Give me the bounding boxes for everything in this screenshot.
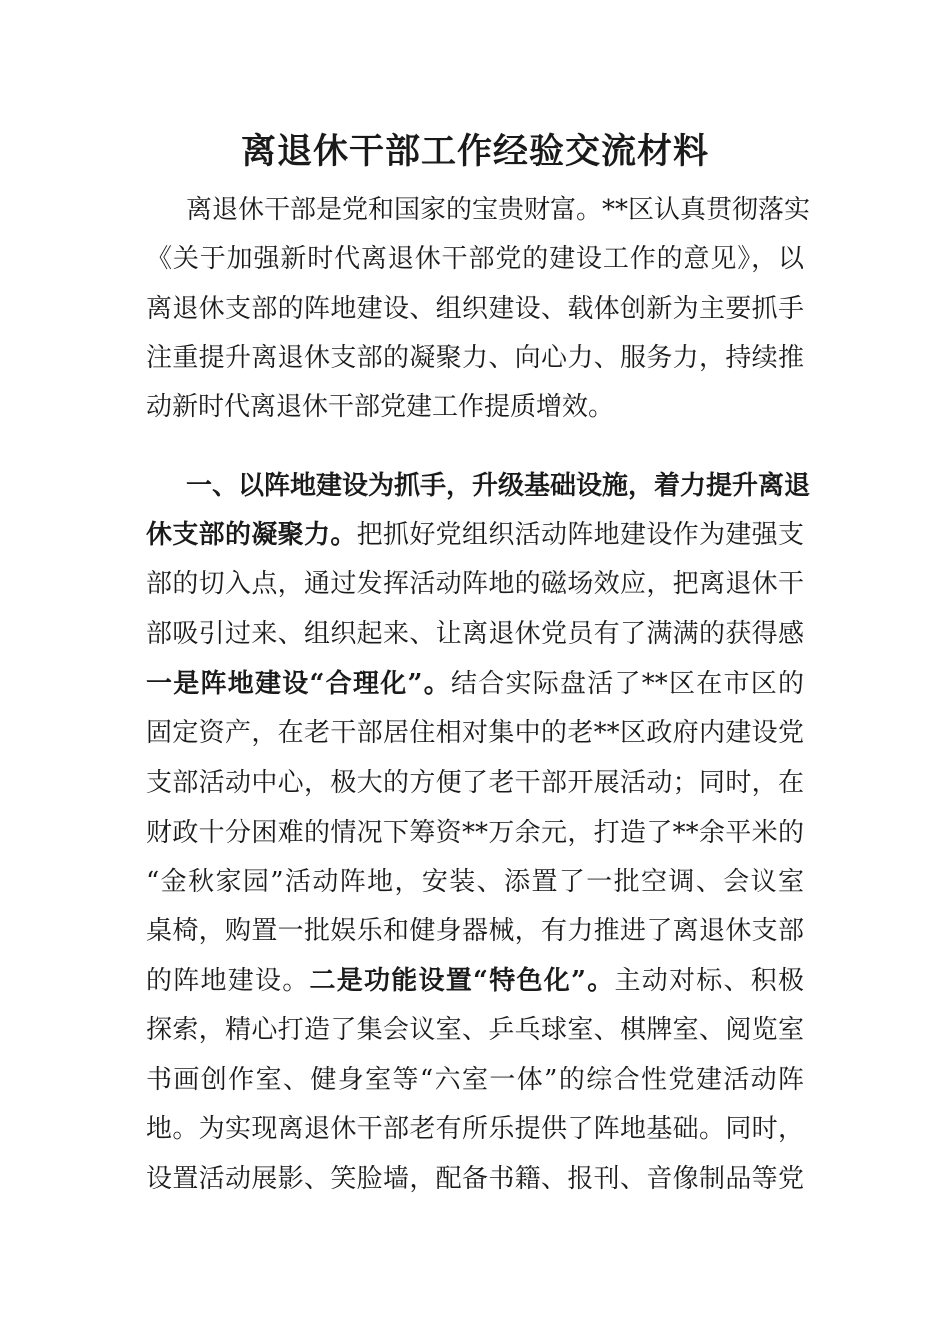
section-one-line-3: 部的切入点，通过发挥活动阵地的磁场效应，把离退休干: [146, 569, 804, 599]
section-one-line-2-text: 把抓好党组织活动阵地建设作为建强支: [356, 520, 804, 550]
intro-line-2: 《关于加强新时代离退休干部党的建设工作的意见》，以: [146, 244, 804, 274]
section-one-line-15: 设置活动展影、笑脸墙，配备书籍、报刊、音像制品等党: [146, 1164, 804, 1194]
section-one-line-5-text: 结合实际盘活了**区在市区的: [450, 669, 804, 699]
section-one-line-14: 地。为实现离退休干部老有所乐提供了阵地基础。同时，: [146, 1114, 804, 1144]
intro-line-1: 离退休干部是党和国家的宝贵财富。**区认真贯彻落实: [186, 195, 811, 225]
section-one-heading-line-1: 一、以阵地建设为抓手，升级基础设施，着力提升离退: [186, 471, 811, 501]
section-one-line-11-text-b: 主动对标、积极: [614, 966, 804, 996]
section-one-line-8: 财政十分困难的情况下筹资**万余元，打造了**余平米的: [146, 818, 804, 848]
section-one-line-5: [146, 659, 804, 709]
section-one-line-4: 部吸引过来、组织起来、让离退休党员有了满满的获得感: [146, 619, 804, 649]
section-one-line-10: 桌椅，购置一批娱乐和健身器械，有力推进了离退休支部: [146, 916, 804, 946]
intro-line-5: 动新时代离退休干部党建工作提质增效。: [146, 392, 615, 422]
intro-line-4: 注重提升离退休支部的凝聚力、向心力、服务力，持续推: [146, 343, 804, 373]
document-title: 离退休干部工作经验交流材料: [240, 131, 709, 172]
section-one-line-6: 固定资产，在老干部居住相对集中的老**区政府内建设党: [146, 718, 804, 748]
section-one-line-7: 支部活动中心，极大的方便了老干部开展活动；同时，在: [146, 768, 804, 798]
section-one-line-11-text-a: 的阵地建设。: [146, 966, 310, 996]
section-one-line-2: [146, 510, 804, 560]
section-one-line-11: [146, 956, 804, 1006]
point-one-heading: 一是阵地建设“合理化”。: [146, 669, 451, 699]
section-one-line-12: 探索，精心打造了集会议室、乒乓球室、棋牌室、阅览室: [146, 1015, 804, 1045]
point-two-heading: 二是功能设置“特色化”。: [309, 966, 615, 996]
section-one-line-13: 书画创作室、健身室等“六室一体”的综合性党建活动阵: [146, 1065, 804, 1095]
section-one-heading-end: 休支部的凝聚力。: [146, 520, 357, 550]
section-one-line-9: “金秋家园”活动阵地，安装、添置了一批空调、会议室: [146, 867, 804, 897]
intro-line-3: 离退休支部的阵地建设、组织建设、载体创新为主要抓手: [146, 294, 804, 324]
